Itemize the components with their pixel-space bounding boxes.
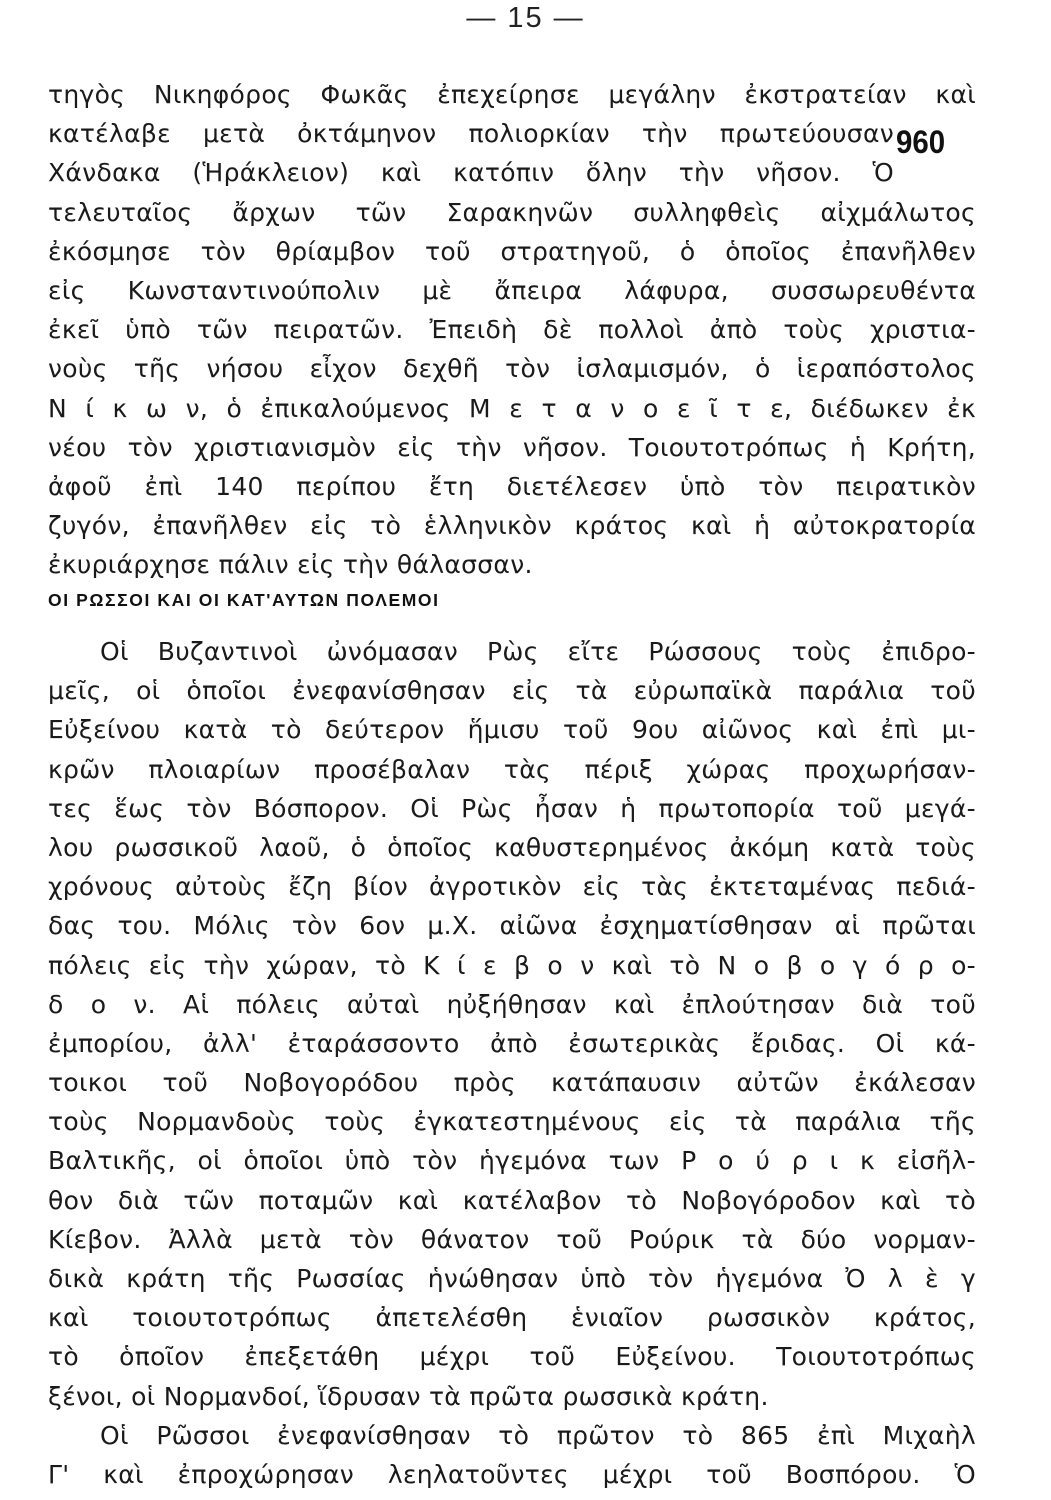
text-line: δας του. Μόλις τὸν 6ον μ.Χ. αἰῶνα ἐσχηματίσθησαν αἱ πρῶται	[48, 911, 976, 941]
text-line: κατέλαβε μετὰ ὀκτάμηνον πολιορκίαν τὴν πρωτεύουσαν	[48, 119, 894, 149]
text-line: τοὺς Νορμανδοὺς τοὺς ἐγκατεστημένους εἰς τὰ παράλια τῆς	[48, 1107, 976, 1137]
text-line: Οἱ Ρῶσσοι ἐνεφανίσθησαν τὸ πρῶτον τὸ 865 ἐπὶ Μιχαὴλ	[100, 1421, 976, 1450]
text-line: θον διὰ τῶν ποταμῶν καὶ κατέλαβον τὸ Νοβογόροδον καὶ τὸ	[48, 1185, 976, 1215]
text-line: μεῖς, οἱ ὁποῖοι ἐνεφανίσθησαν εἰς τὰ εὐρωπαϊκὰ παράλια τοῦ	[48, 676, 976, 706]
text-line: Εὐξείνου κατὰ τὸ δεύτερον ἥμισυ τοῦ 9ου αἰῶνος καὶ ἐπὶ μι-	[48, 715, 976, 745]
section-heading: ΟΙ ΡΩΣΣΟΙ ΚΑΙ ΟΙ ΚΑΤ'ΑΥΤΩΝ ΠΟΛΕΜΟΙ	[48, 590, 440, 610]
text-line: δ ο ν. Αἱ πόλεις αὐταὶ ηὐξήθησαν καὶ ἐπλούτησαν διὰ τοῦ	[48, 989, 976, 1019]
text-line: λου ρωσσικοῦ λαοῦ, ὁ ὁποῖος καθυστερημένος ἀκόμη κατὰ τοὺς	[48, 832, 976, 862]
text-line: Βαλτικῆς, οἱ ὁποῖοι ὑπὸ τὸν ἡγεμόνα των Ρ ο ύ ρ ι κ εἰσῆλ-	[48, 1146, 976, 1176]
text-line: τελευταῖος ἄρχων τῶν Σαρακηνῶν συλληφθεὶς αἰχμάλωτος	[48, 197, 976, 227]
text-line: Οἱ Βυζαντινοὶ ὠνόμασαν Ρὼς εἴτε Ρώσσους τοὺς ἐπιδρο-	[100, 637, 976, 666]
text-line: ἐμπορίου, ἀλλ' ἐταράσσοντο ἀπὸ ἐσωτερικὰς ἔριδας. Οἱ κά-	[48, 1028, 976, 1058]
text-line: ἐκεῖ ὑπὸ τῶν πειρατῶν. Ἐπειδὴ δὲ πολλοὶ ἀπὸ τοὺς χριστια-	[48, 315, 976, 345]
paragraph-1	[48, 75, 976, 584]
text-line: ζυγόν, ἐπανῆλθεν εἰς τὸ ἑλληνικὸν κράτος καὶ ἡ αὐτοκρατορία	[48, 511, 976, 541]
text-line: Ν ί κ ω ν, ὁ ἐπικαλούμενος Μ ε τ α ν ο ε ῖ τ ε, διέδωκεν ἐκ	[48, 393, 976, 423]
text-line: ἐκυριάρχησε πάλιν εἰς τὴν θάλασσαν.	[48, 550, 533, 580]
text-line: Χάνδακα (Ἡράκλειον) καὶ κατόπιν ὅλην τὴν νῆσον. Ὁ	[48, 158, 894, 188]
text-line: τὸ ὁποῖον ἐπεξετάθη μέχρι τοῦ Εὐξείνου. Τοιουτοτρόπως	[48, 1342, 976, 1372]
text-line: τοικοι τοῦ Νοβογορόδου πρὸς κατάπαυσιν αὐτῶν ἐκάλεσαν	[48, 1068, 976, 1098]
text-line: Γ' καὶ ἐπροχώρησαν λεηλατοῦντες μέχρι τοῦ Βοσπόρου. Ὁ	[48, 1460, 976, 1490]
text-line: εἰς Κωνσταντινούπολιν μὲ ἄπειρα λάφυρα, συσσωρευθέντα	[48, 275, 976, 305]
text-line: τηγὸς Νικηφόρος Φωκᾶς ἐπεχείρησε μεγάλην ἐκστρατείαν καὶ	[48, 80, 976, 109]
text-line: ξένοι, οἱ Νορμανδοί, ἵδρυσαν τὰ πρῶτα ρωσσικὰ κράτη.	[48, 1381, 769, 1411]
margin-year-note: 960	[896, 124, 946, 160]
text-line: δικὰ κράτη τῆς Ρωσσίας ἡνώθησαν ὑπὸ τὸν ἡγεμόνα Ὀ λ ὲ γ	[48, 1264, 976, 1293]
text-line: νέου τὸν χριστιανισμὸν εἰς τὴν νῆσον. Τοιουτοτρόπως ἡ Κρήτη,	[48, 432, 976, 462]
paragraph-2	[48, 632, 976, 1416]
text-line: ἀφοῦ ἐπὶ 140 περίπου ἔτη διετέλεσεν ὑπὸ τὸν πειρατικὸν	[48, 471, 976, 501]
text-line: κρῶν πλοιαρίων προσέβαλαν τὰς πέριξ χώρας προχωρήσαν-	[48, 754, 976, 784]
paragraph-3	[48, 1416, 976, 1494]
text-line: καὶ τοιουτοτρόπως ἀπετελέσθη ἑνιαῖον ρωσσικὸν κράτος,	[48, 1303, 976, 1333]
text-line: χρόνους αὐτοὺς ἔζη βίον ἀγροτικὸν εἰς τὰς ἐκτεταμένας πεδιά-	[48, 872, 976, 902]
text-line: ἐκόσμησε τὸν θρίαμβον τοῦ στρατηγοῦ, ὁ ὁποῖος ἐπανῆλθεν	[48, 236, 976, 266]
text-line: τες ἕως τὸν Βόσπορον. Οἱ Ρὼς ἦσαν ἡ πρωτοπορία τοῦ μεγά-	[48, 793, 976, 823]
text-line: Κίεβον. Ἀλλὰ μετὰ τὸν θάνατον τοῦ Ρούρικ τὰ δύο νορμαν-	[48, 1224, 976, 1254]
text-line: νοὺς τῆς νήσου εἶχον δεχθῆ τὸν ἰσλαμισμόν, ὁ ἱεραπόστολος	[48, 354, 976, 384]
page-number: — 15 —	[466, 2, 585, 34]
text-line: πόλεις εἰς τὴν χώραν, τὸ Κ ί ε β ο ν καὶ τὸ Ν ο β ο γ ό ρ ο-	[48, 950, 976, 980]
